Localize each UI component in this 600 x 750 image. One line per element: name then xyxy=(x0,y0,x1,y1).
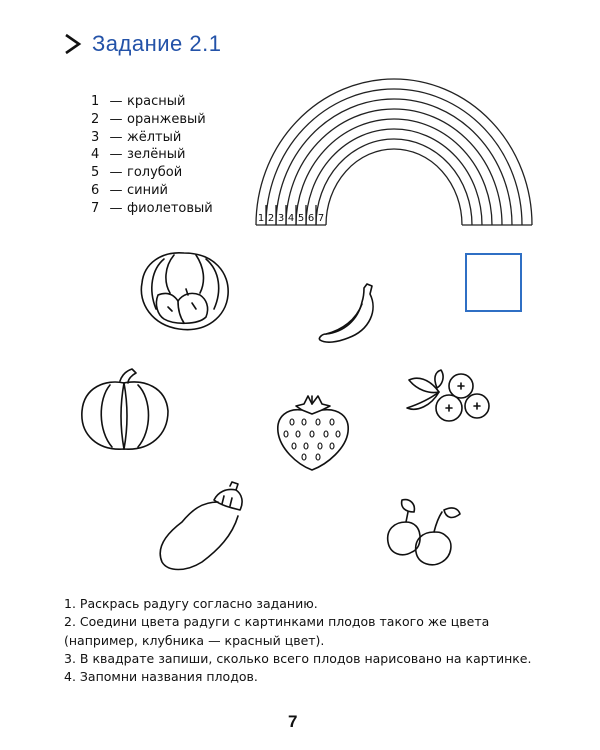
rainbow-band-label: 1 xyxy=(257,213,265,224)
task-item: 3. В квадрате запиши, сколько всего плодов нарисовано на картинке. xyxy=(64,650,532,666)
legend-row: 2 — оранжевый xyxy=(91,111,206,127)
chevron-right-icon xyxy=(62,32,84,56)
rainbow-outline[interactable] xyxy=(230,40,550,240)
answer-box[interactable] xyxy=(465,253,522,312)
task-title xyxy=(62,31,221,57)
legend-row: 5 — голубой xyxy=(91,165,183,181)
plums-icon[interactable] xyxy=(382,496,464,570)
rainbow-band-label: 7 xyxy=(317,213,325,224)
task-item: 4. Запомни названия плодов. xyxy=(64,669,258,685)
legend-row: 6 — синий xyxy=(91,182,168,198)
rainbow-band-label: 6 xyxy=(307,213,315,224)
eggplant-icon[interactable] xyxy=(152,480,252,576)
legend-color-name: оранжевый xyxy=(127,111,206,127)
pumpkin-icon[interactable] xyxy=(76,365,174,457)
rainbow-band-label: 5 xyxy=(297,213,305,224)
task-item: 2. Соедини цвета радуги с картинками плодов такого же цвета (например, клубника — красный цвет). xyxy=(64,614,490,648)
legend-color-name: голубой xyxy=(127,165,183,181)
blueberries-icon[interactable] xyxy=(403,368,495,426)
legend-color-name: жёлтый xyxy=(127,129,182,145)
legend-color-name: синий xyxy=(127,182,168,198)
legend-row: 4 — зелёный xyxy=(91,147,186,163)
task-instructions xyxy=(64,595,540,686)
legend-row: 1 — красный xyxy=(91,94,186,109)
legend-row: 7 — фиолетовый xyxy=(91,200,213,216)
strawberry-icon[interactable] xyxy=(272,392,354,476)
legend-color-name: красный xyxy=(127,94,186,109)
cabbage-icon[interactable] xyxy=(134,245,234,335)
banana-icon[interactable] xyxy=(312,280,382,350)
task-title-text: Задание 2.1 xyxy=(92,31,222,56)
rainbow-band-label: 4 xyxy=(287,213,295,224)
legend-color-name: зелёный xyxy=(127,147,186,163)
color-legend xyxy=(91,93,213,218)
rainbow-band-label: 3 xyxy=(277,213,285,224)
legend-row: 3 — жёлтый xyxy=(91,129,182,145)
task-item: 1. Раскрась радугу согласно заданию. xyxy=(64,596,318,611)
rainbow-band-label: 2 xyxy=(267,213,275,224)
legend-color-name: фиолетовый xyxy=(127,200,213,216)
page-number: 7 xyxy=(288,712,298,731)
